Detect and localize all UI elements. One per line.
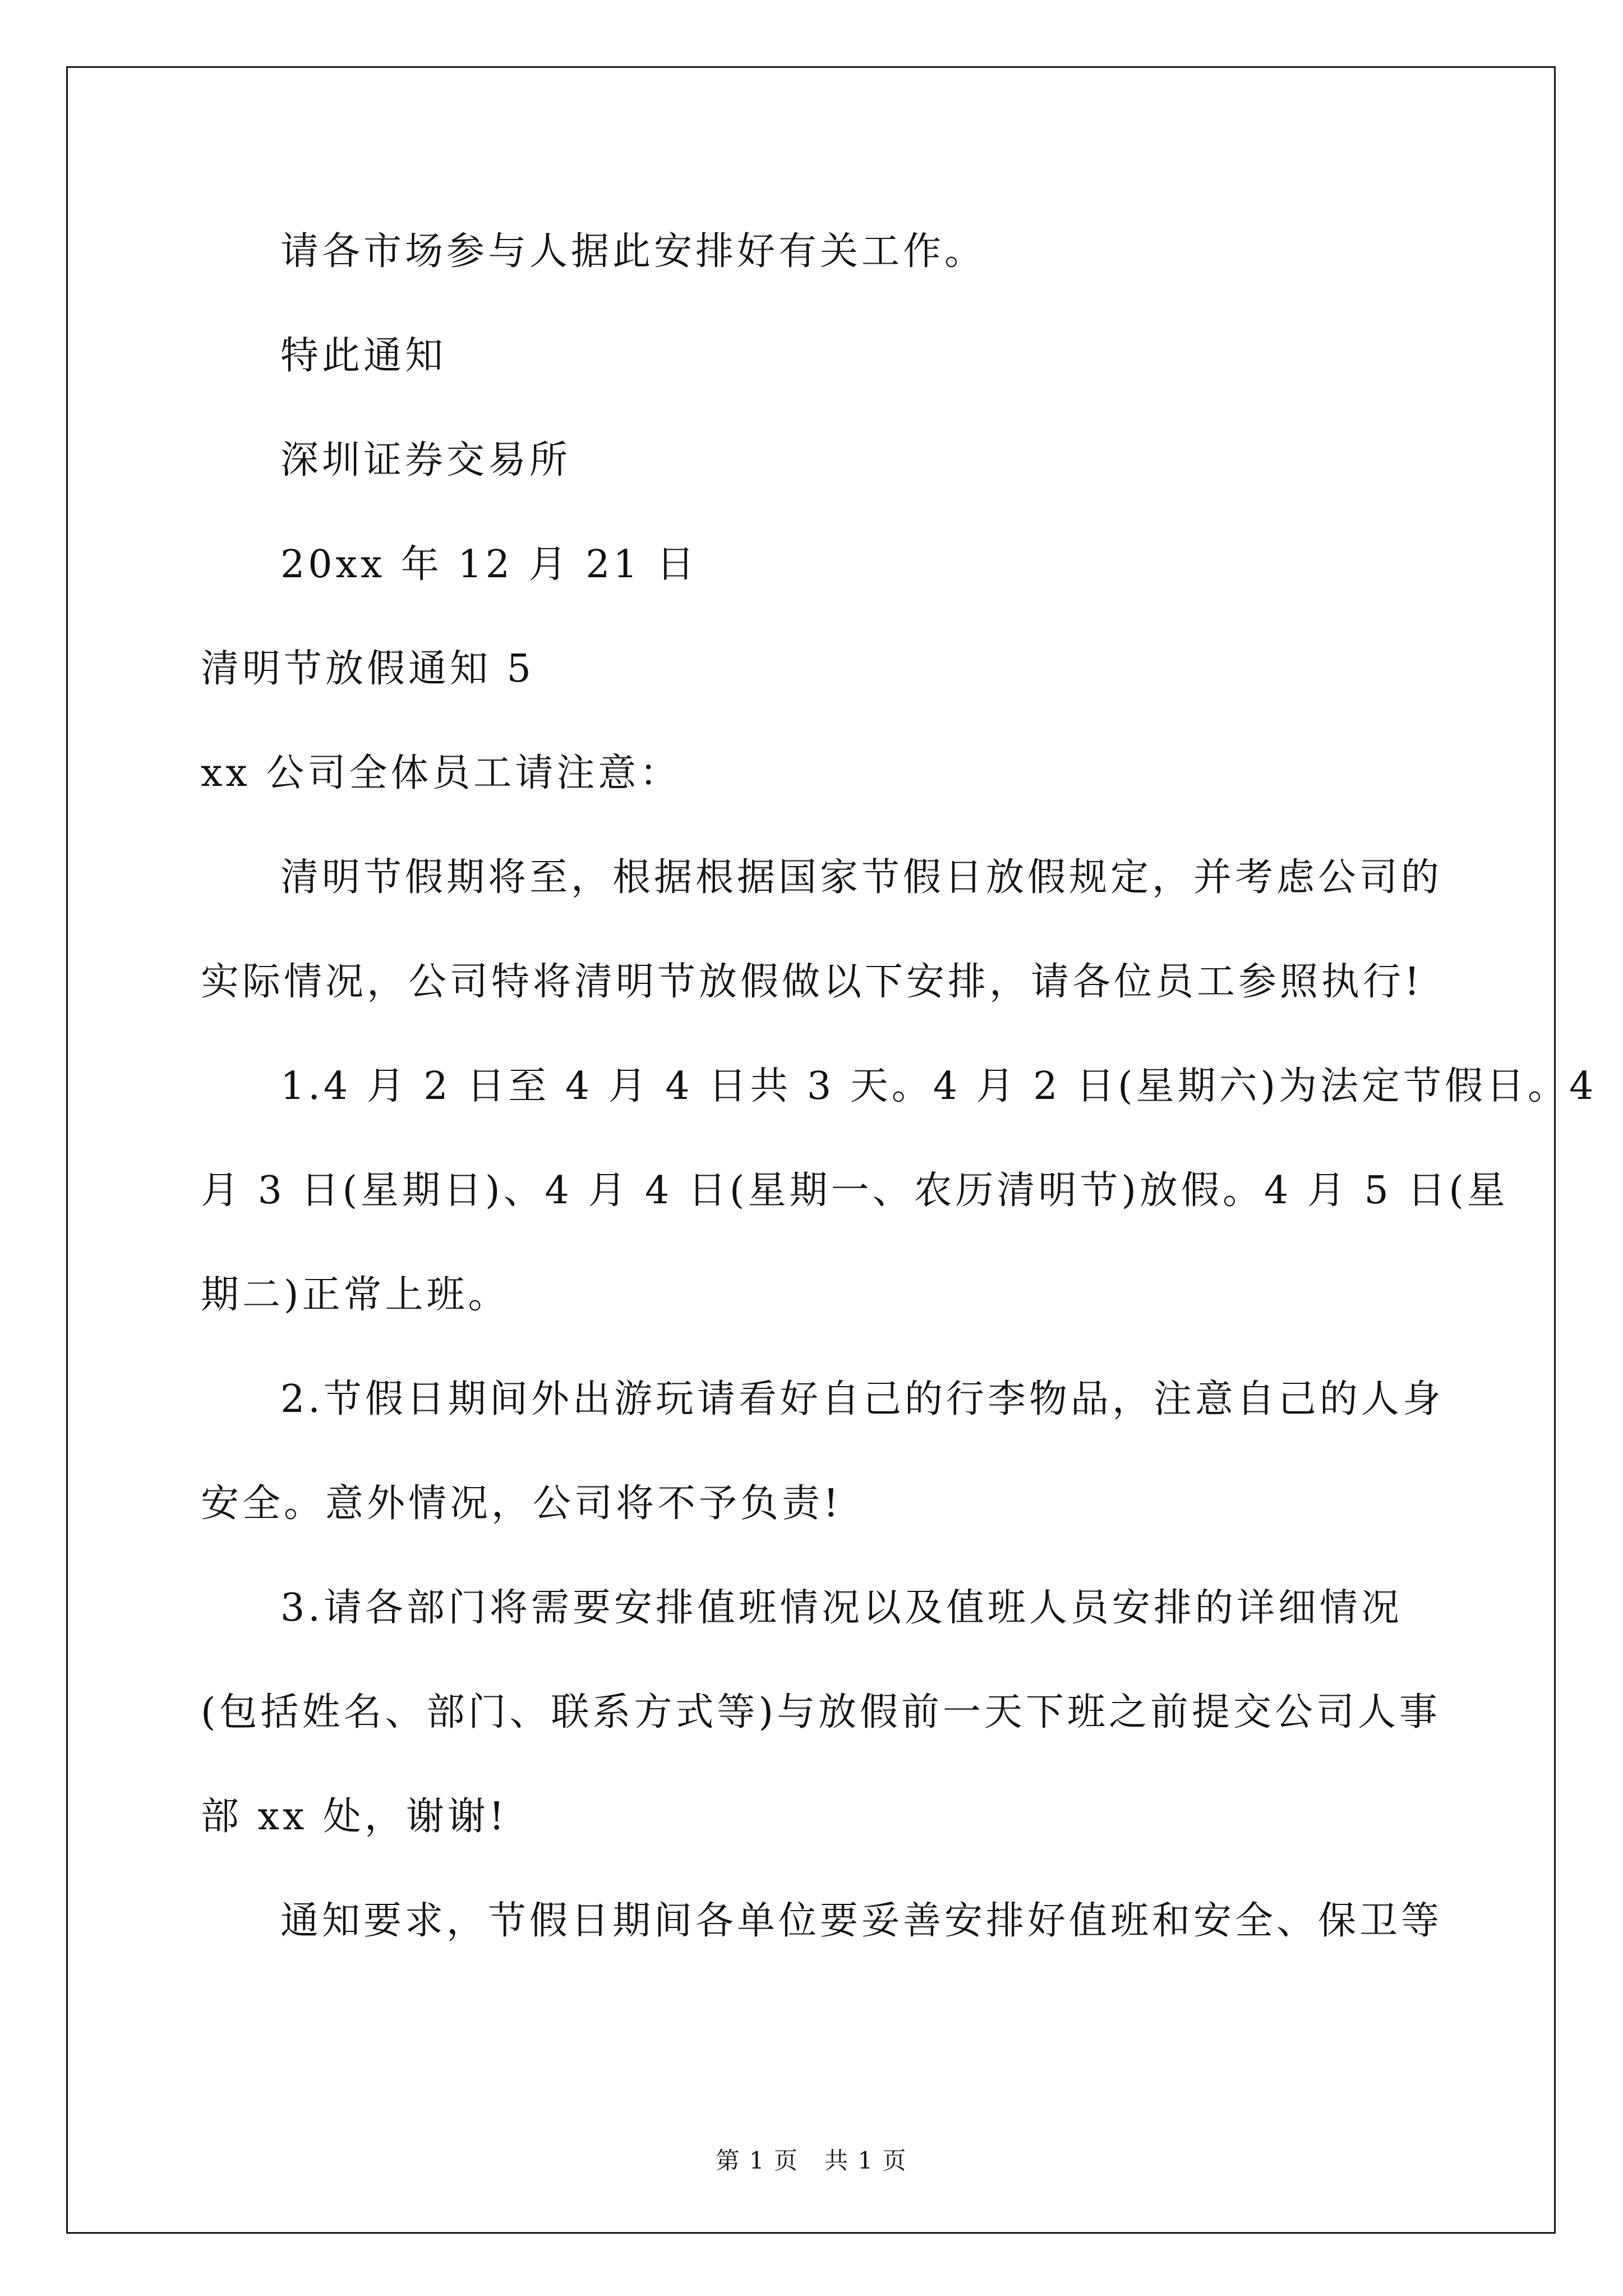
issuer-name: 深圳证券交易所	[280, 438, 571, 482]
page-number: 第 1 页 共 1 页	[716, 2147, 907, 2174]
item-2-line-2: 安全。意外情况，公司将不予负责!	[201, 1481, 842, 1526]
salutation: xx 公司全体员工请注意：	[201, 751, 681, 795]
notice-closing: 特此通知	[280, 334, 447, 378]
item-3-line-2: (包括姓名、部门、联系方式等)与放假前一天下班之前提交公司人事	[201, 1690, 1441, 1734]
item-1-line-2: 月 3 日(星期日)、4 月 4 日(星期一、农历清明节)放假。4 月 5 日(星	[201, 1168, 1509, 1213]
section-title: 清明节放假通知 5	[201, 647, 534, 691]
item-3-line-1: 3.请各部门将需要安排值班情况以及值班人员安排的详细情况	[280, 1586, 1403, 1630]
paragraph-intro-line-2: 实际情况，公司特将清明节放假做以下安排，请各位员工参照执行!	[201, 960, 1423, 1004]
requirement-line-1: 通知要求，节假日期间各单位要妥善安排好值班和安全、保卫等	[280, 1899, 1443, 1943]
paragraph-intro-line-1: 清明节假期将至，根据根据国家节假日放假规定，并考虑公司的	[280, 855, 1443, 900]
issue-date: 20xx 年 12 月 21 日	[280, 542, 698, 587]
item-1-line-1: 1.4 月 2 日至 4 月 4 日共 3 天。4 月 2 日(星期六)为法定节假日。4	[280, 1064, 1597, 1108]
item-1-line-3: 期二)正常上班。	[201, 1273, 510, 1317]
closing-instruction: 请各市场参与人据此安排好有关工作。	[280, 229, 986, 274]
item-2-line-1: 2.节假日期间外出游玩请看好自己的行李物品，注意自己的人身	[280, 1377, 1444, 1421]
item-3-line-3: 部 xx 处，谢谢!	[201, 1795, 508, 1839]
